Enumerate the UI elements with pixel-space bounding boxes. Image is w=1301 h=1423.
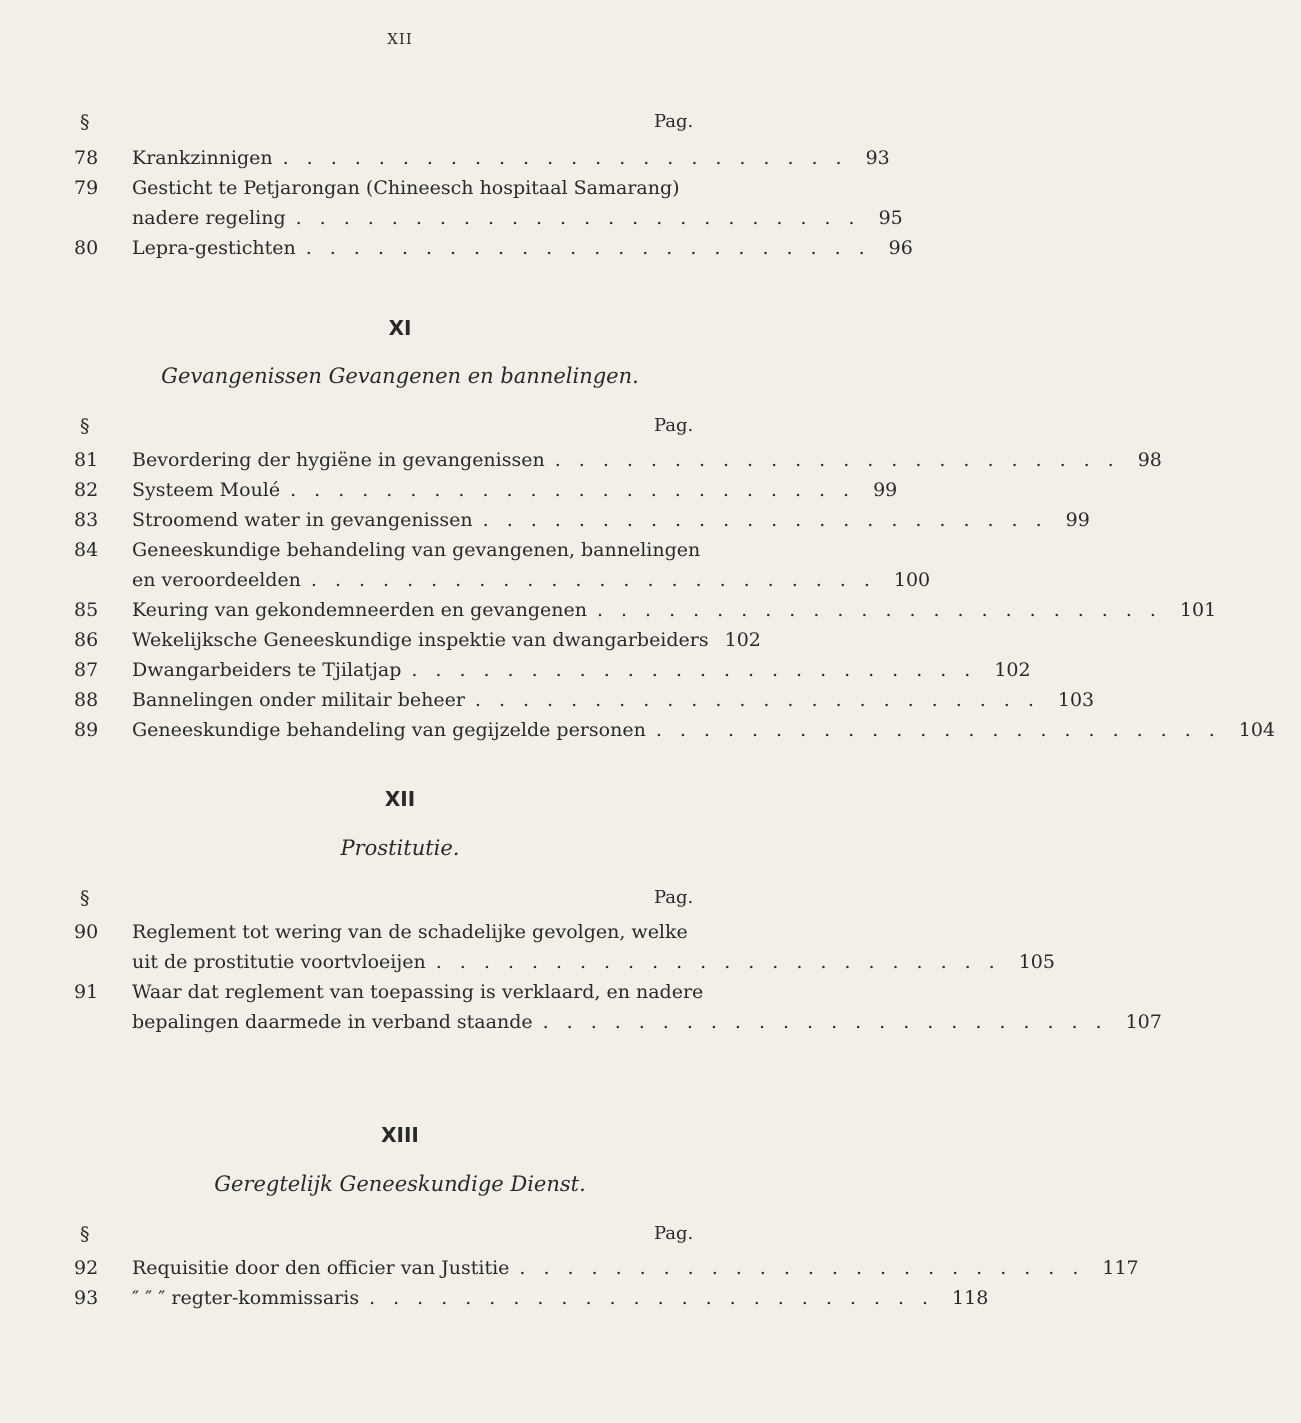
pag-header: Pag.	[654, 111, 694, 132]
toc-entry: 79 Gesticht te Petjarongan (Chineesch hospitaal Samarang) nadere regeling ........................ 95	[74, 177, 903, 229]
page-number: XII	[387, 30, 413, 48]
toc-entry: 83 Stroomend water in gevangenissen ........................ 99	[74, 509, 1090, 531]
section-number-xii: XII	[384, 787, 416, 811]
toc-entry: 78 Krankzinnigen ........................ 93	[74, 147, 890, 169]
column-header: § Pag.	[80, 415, 694, 437]
toc-entry: 87 Dwangarbeiders te Tjilatjap ........................ 102	[74, 659, 1031, 681]
column-header: § Pag.	[80, 1223, 694, 1245]
section-number-xi: XI	[388, 316, 412, 340]
section-number-xiii: XIII	[381, 1123, 419, 1147]
section-title-xi: Gevangenissen Gevangenen en bannelingen.	[161, 364, 639, 388]
toc-entry: 80 Lepra-gestichten ........................ 96	[74, 237, 913, 259]
section-title-xii: Prostitutie.	[340, 836, 460, 860]
toc-entry: 93 ″ ″ ″ regter-kommissaris ........................ 118	[74, 1287, 989, 1309]
toc-section-xii	[0, 887, 1162, 1037]
toc-entry: 85 Keuring van gekondemneerden en gevangenen ........................ 101	[74, 599, 1217, 621]
toc-entry: 84 Geneeskundige behandeling van gevangenen, bannelingen en veroordeelden ........................ 100	[74, 539, 931, 591]
toc-entry: 91 Waar dat reglement van toepassing is verklaard, en nadere bepalingen daarmede in verband staande ........................ 107	[74, 981, 1162, 1033]
section-title-xiii: Geregtelijk Geneeskundige Dienst.	[214, 1172, 586, 1196]
column-header	[0, 111, 800, 141]
toc-entry: 82 Systeem Moulé ........................ 99	[74, 479, 898, 501]
toc-entry: 88 Bannelingen onder militair beheer ........................ 103	[74, 689, 1095, 711]
toc-entry: 89 Geneeskundige behandeling van gegijzelde personen ........................ 104	[74, 719, 1276, 741]
toc-section-xi	[0, 415, 1276, 745]
column-header: § Pag.	[80, 887, 694, 909]
toc-section-xiii	[0, 1223, 1139, 1313]
toc-section-x	[0, 111, 913, 263]
toc-entry: 81 Bevordering der hygiëne in gevangenissen ........................ 98	[74, 449, 1162, 471]
toc-entry: 92 Requisitie door den officier van Justitie ........................ 117	[74, 1257, 1139, 1279]
toc-entry: 90 Reglement tot wering van de schadelijke gevolgen, welke uit de prostitutie voortvloeijen ........................ 105	[74, 921, 1055, 973]
section-symbol: §	[80, 111, 90, 133]
toc-entry: 86 Wekelijksche Geneeskundige inspektie van dwangarbeiders 102	[74, 629, 761, 651]
